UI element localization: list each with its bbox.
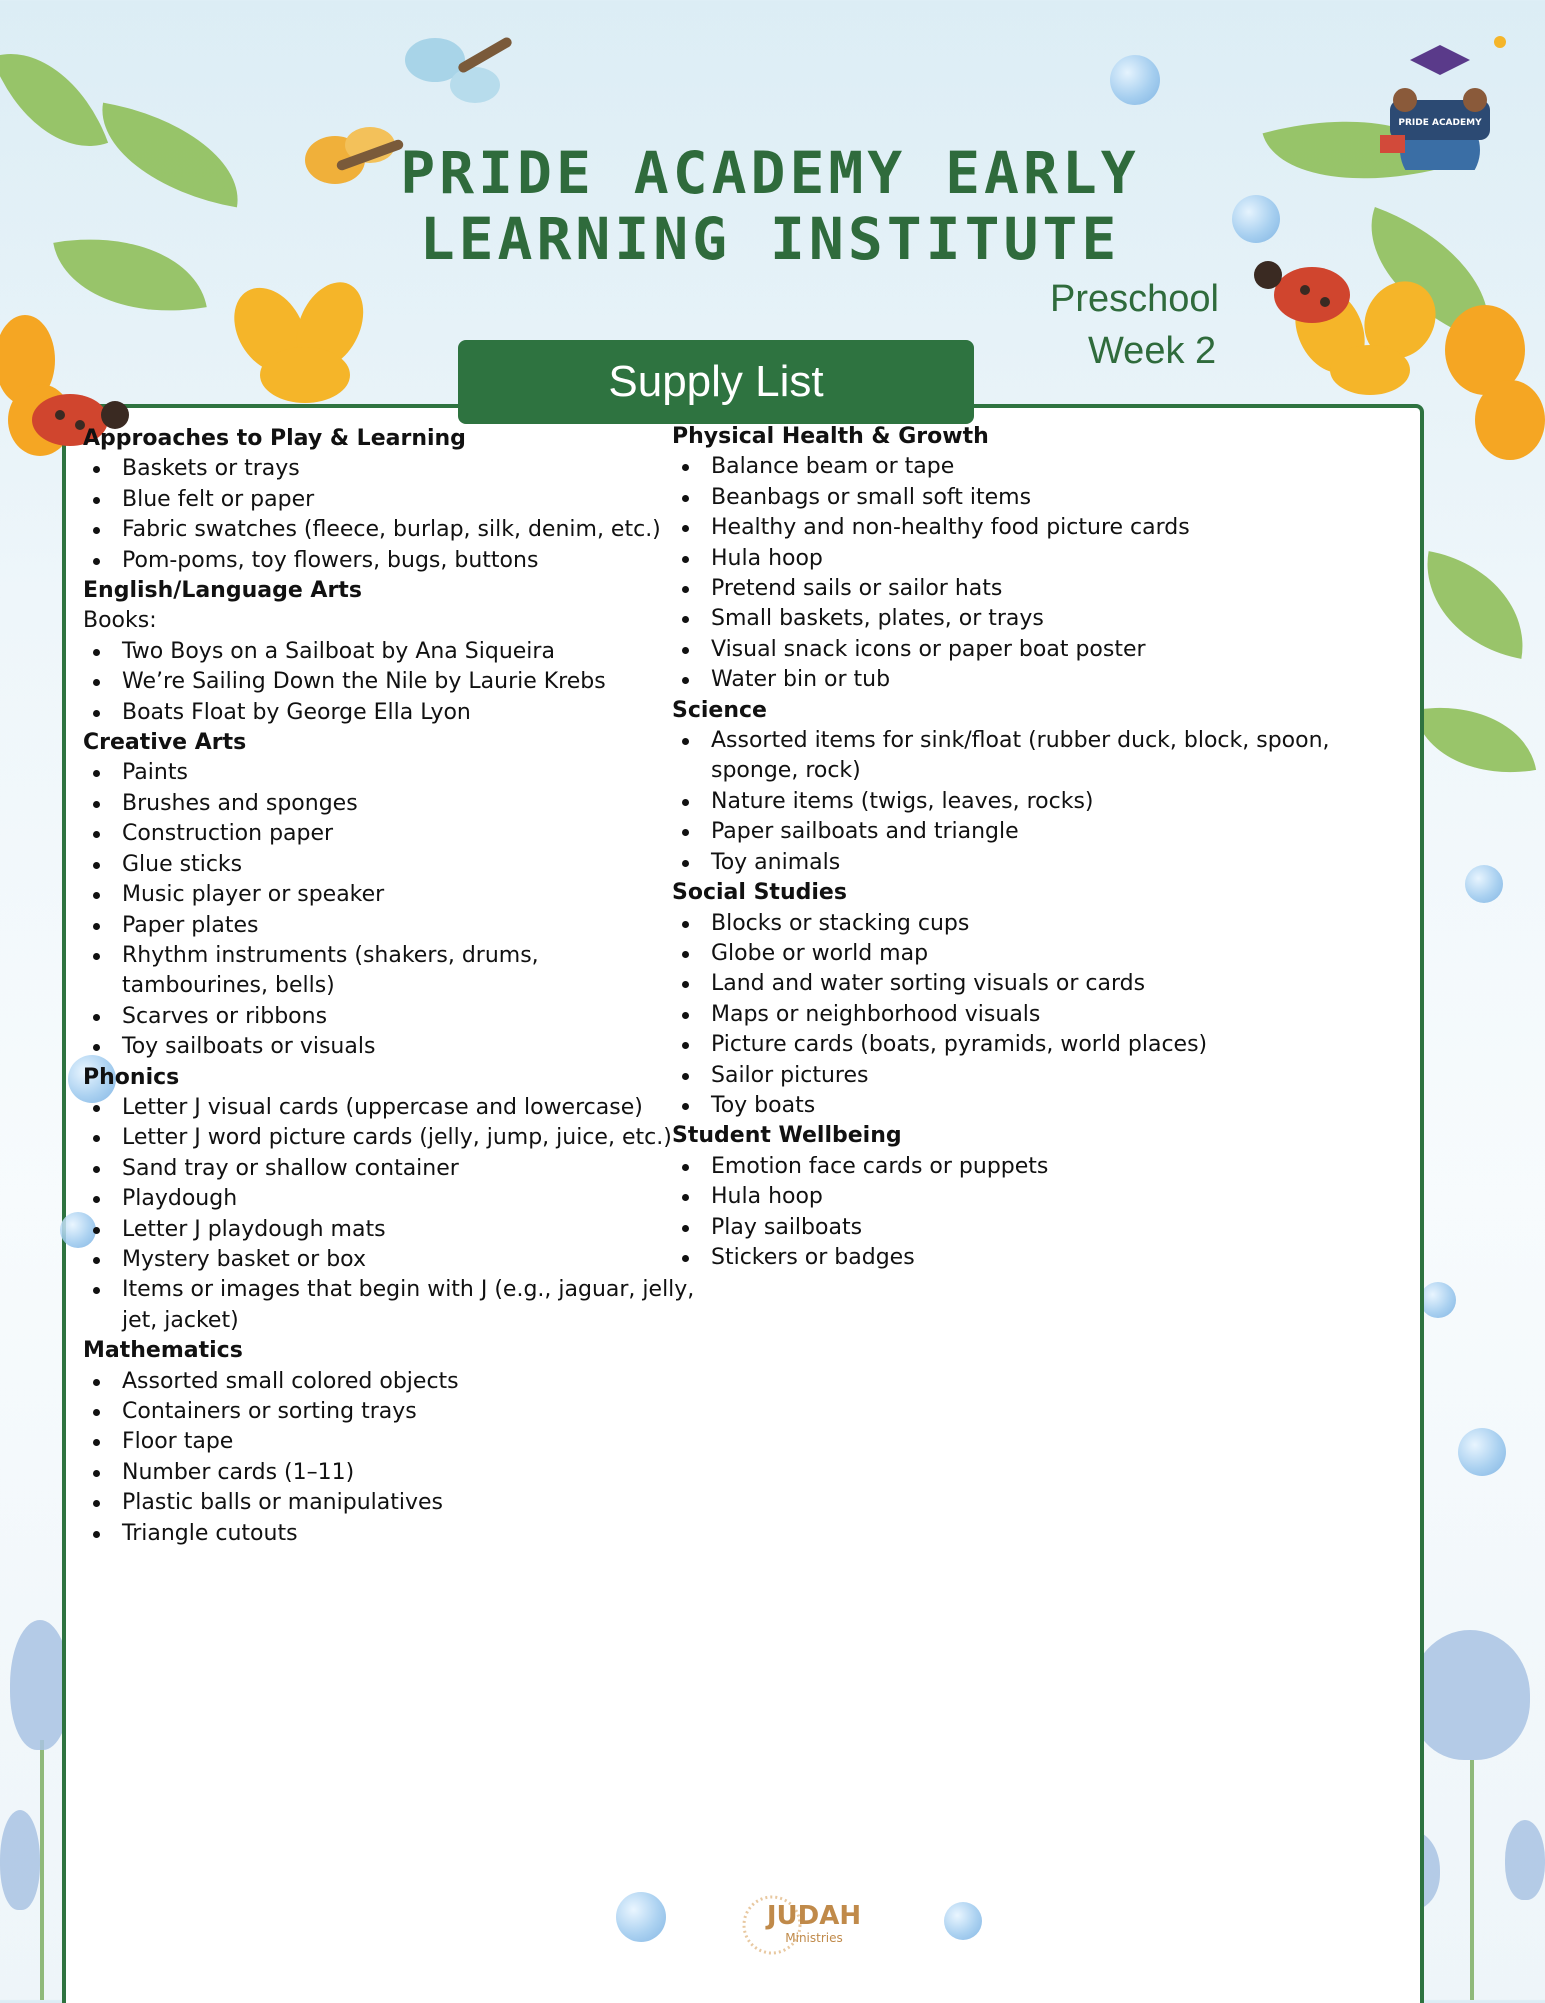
section-social-studies: [672, 878, 1352, 1121]
section-title: Creative Arts: [83, 730, 247, 756]
list-item: Pom-poms, toy flowers, bugs, buttons: [83, 546, 683, 576]
list-item: Stickers or badges: [672, 1243, 1352, 1273]
flower-icon: [230, 280, 380, 410]
list-item: Water bin or tub: [672, 665, 1352, 695]
list-item: Balance beam or tape: [672, 452, 1352, 482]
list-item: Rhythm instruments (shakers, drums, tambourines, bells): [83, 941, 582, 1002]
school-logo: [1370, 30, 1510, 170]
section-title: English/Language Arts: [83, 578, 362, 604]
section-approaches: [83, 424, 683, 576]
list-item: Floor tape: [83, 1427, 683, 1457]
section-note: Books:: [83, 608, 157, 634]
tulip-icon: [10, 1620, 70, 1750]
bubble-icon: [1232, 195, 1280, 243]
page-title: [350, 140, 1190, 272]
list-item: Letter J playdough mats: [83, 1215, 683, 1245]
bubble-icon: [1458, 1428, 1506, 1476]
list-item: Fabric swatches (fleece, burlap, silk, denim, etc.): [83, 515, 683, 545]
svg-text:PRIDE ACADEMY: PRIDE ACADEMY: [1398, 118, 1482, 128]
list-item: Maps or neighborhood visuals: [672, 1000, 1352, 1030]
tulip-icon: [1410, 1630, 1530, 1760]
list-item: Mystery basket or box: [83, 1245, 683, 1275]
list-item: Music player or speaker: [83, 880, 683, 910]
flower-icon: [1430, 300, 1545, 470]
left-column: [83, 424, 695, 1549]
list-item: Toy boats: [672, 1091, 1352, 1121]
list-item: Hula hoop: [672, 544, 1352, 574]
list-item: Beanbags or small soft items: [672, 483, 1352, 513]
section-mathematics: [83, 1336, 683, 1549]
list-item: Brushes and sponges: [83, 789, 683, 819]
section-title: Social Studies: [672, 880, 847, 906]
list-item: Pretend sails or sailor hats: [672, 574, 1352, 604]
list-item: Paper plates: [83, 911, 683, 941]
list-item: Paper sailboats and triangle: [672, 817, 1352, 847]
section-creative-arts: [83, 728, 683, 1062]
section-title: Approaches to Play & Learning: [83, 426, 466, 451]
list-item: We’re Sailing Down the Nile by Laurie Krebs: [83, 667, 683, 697]
list-item: Blocks or stacking cups: [672, 909, 1352, 939]
list-item: Items or images that begin with J (e.g., jaguar, jelly, jet, jacket): [83, 1275, 712, 1336]
leaf-icon: [0, 30, 108, 170]
list-item: Triangle cutouts: [83, 1519, 683, 1549]
list-item: Small baskets, plates, or trays: [672, 604, 1352, 634]
bubble-icon: [1420, 1282, 1456, 1318]
title-line-1: PRIDE ACADEMY EARLY: [400, 139, 1140, 207]
stem: [1470, 1760, 1474, 2000]
title-line-2: LEARNING INSTITUTE: [419, 205, 1121, 273]
stem: [40, 1740, 44, 2000]
list-item: Emotion face cards or puppets: [672, 1152, 1352, 1182]
bubble-icon: [1465, 865, 1503, 903]
section-phonics: [83, 1063, 695, 1337]
list-item: Paints: [83, 758, 683, 788]
butterfly-icon: [400, 30, 530, 110]
leaf-icon: [1413, 551, 1537, 659]
list-item: Letter J word picture cards (jelly, jump, juice, etc.): [83, 1123, 742, 1153]
list-item: Hula hoop: [672, 1182, 1352, 1212]
section-physical-health: [672, 422, 1352, 696]
list-item: Baskets or trays: [83, 454, 683, 484]
section-title: Science: [672, 697, 767, 723]
list-item: Scarves or ribbons: [83, 1002, 683, 1032]
section-science: [672, 696, 1352, 878]
grade-level: Preschool: [1050, 278, 1219, 320]
list-item: Nature items (twigs, leaves, rocks): [672, 787, 1352, 817]
list-item: Construction paper: [83, 819, 683, 849]
list-item: Sailor pictures: [672, 1061, 1352, 1091]
section-title: Phonics: [83, 1064, 180, 1090]
supply-list-tab: Supply List: [458, 340, 974, 424]
list-item: Picture cards (boats, pyramids, world places): [672, 1030, 1352, 1060]
ladybug-icon: [1250, 250, 1360, 330]
section-title: Physical Health & Growth: [672, 424, 989, 449]
list-item: Visual snack icons or paper boat poster: [672, 635, 1352, 665]
list-item: Toy sailboats or visuals: [83, 1032, 683, 1062]
bubble-icon: [944, 1902, 982, 1940]
list-item: Toy animals: [672, 848, 1352, 878]
list-item: Assorted items for sink/float (rubber duck, block, spoon, sponge, rock): [672, 726, 1341, 787]
section-title: Student Wellbeing: [672, 1123, 902, 1149]
bubble-icon: [1110, 55, 1160, 105]
list-item: Number cards (1–11): [83, 1458, 683, 1488]
list-item: Containers or sorting trays: [83, 1397, 683, 1427]
svg-text:Ministries: Ministries: [785, 1931, 843, 1945]
leaf-icon: [1414, 691, 1536, 789]
list-item: Assorted small colored objects: [83, 1367, 683, 1397]
bubble-icon: [616, 1892, 666, 1942]
section-student-wellbeing: [672, 1121, 1352, 1273]
list-item: Play sailboats: [672, 1213, 1352, 1243]
list-item: Globe or world map: [672, 939, 1352, 969]
list-item: Letter J visual cards (uppercase and lowercase): [83, 1093, 683, 1123]
list-item: Healthy and non-healthy food picture cards: [672, 513, 1352, 543]
section-english: [83, 576, 683, 728]
svg-text:JUDAH: JUDAH: [766, 1901, 862, 1931]
right-column: [672, 422, 1352, 1273]
list-item: Blue felt or paper: [83, 485, 683, 515]
list-item: Land and water sorting visuals or cards: [672, 969, 1352, 999]
list-item: Sand tray or shallow container: [83, 1154, 683, 1184]
week-label: Week 2: [1088, 330, 1217, 372]
section-title: Mathematics: [83, 1338, 243, 1364]
tulip-icon: [1505, 1820, 1545, 1900]
list-item: Glue sticks: [83, 850, 683, 880]
list-item: Playdough: [83, 1184, 683, 1214]
leaf-icon: [89, 103, 251, 208]
list-item: Two Boys on a Sailboat by Ana Siqueira: [83, 637, 683, 667]
list-item: Boats Float by George Ella Lyon: [83, 698, 683, 728]
list-item: Plastic balls or manipulatives: [83, 1488, 683, 1518]
tulip-icon: [0, 1810, 40, 1910]
judah-ministries-logo: [742, 1890, 872, 1960]
